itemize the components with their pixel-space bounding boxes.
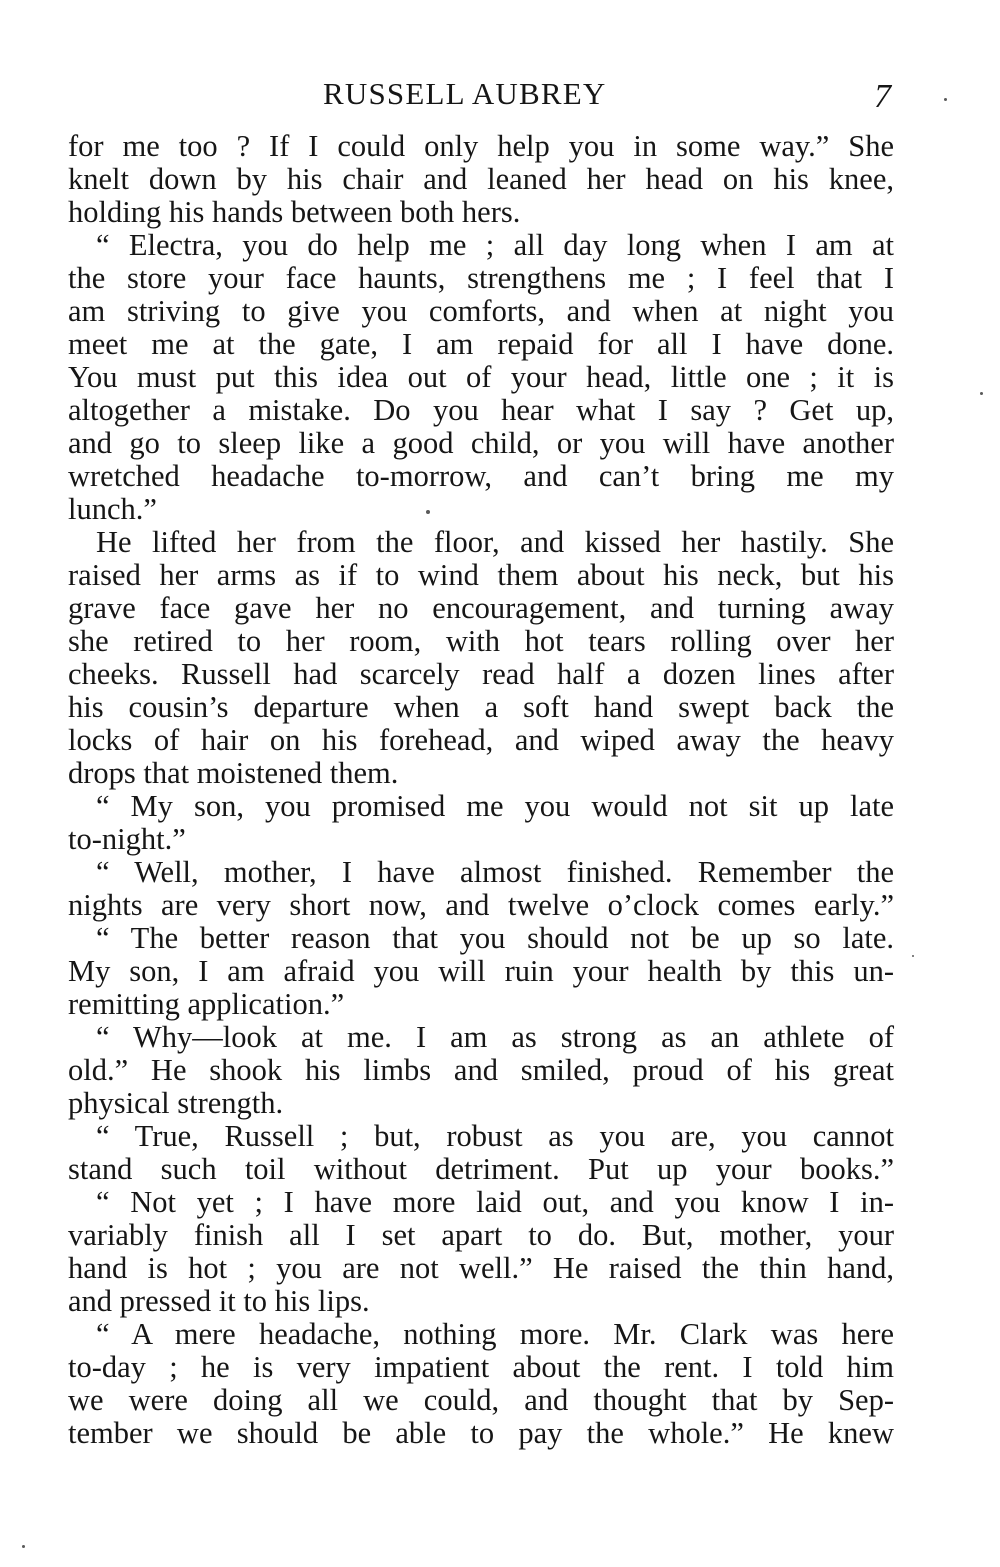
text-line: “ Why—look at me. I am as strong as an athlete of (96, 1020, 894, 1054)
text-line: for me too ? If I could only help you in some way.” She (68, 129, 894, 163)
body-text (68, 130, 894, 1450)
text-line: locks of hair on his forehead, and wiped away the heavy (68, 723, 894, 757)
text-line: nights are very short now, and twelve o’clock comes early.” (68, 888, 894, 922)
text-line: lunch.” (68, 492, 157, 526)
text-line: the store your face haunts, strengthens me ; I feel that I (68, 261, 894, 295)
text-line: “ Well, mother, I have almost finished. Remember the (96, 855, 894, 889)
text-line: holding his hands between both hers. (68, 195, 521, 229)
text-line: old.” He shook his limbs and smiled, proud of his great (68, 1053, 894, 1087)
running-title: RUSSELL AUBREY (323, 76, 607, 111)
print-speck (944, 98, 947, 101)
text-line: am striving to give you comforts, and when at night you (68, 294, 894, 328)
text-line: grave face gave her no encouragement, and turning away (68, 591, 894, 625)
text-line: hand is hot ; you are not well.” He raised the thin hand, (68, 1251, 894, 1285)
print-speck (980, 392, 983, 395)
text-line: and pressed it to his lips. (68, 1284, 370, 1318)
text-line: raised her arms as if to wind them about his neck, but his (68, 558, 894, 592)
print-speck (426, 510, 430, 514)
text-line: meet me at the gate, I am repaid for all I have done. (68, 327, 894, 361)
text-line: remitting application.” (68, 987, 345, 1021)
text-line: He lifted her from the floor, and kissed her hastily. She (96, 525, 894, 559)
running-head (0, 76, 1000, 120)
text-line: “ My son, you promised me you would not sit up late (96, 789, 894, 823)
text-line: to-night.” (68, 822, 186, 856)
text-line: drops that moistened them. (68, 756, 399, 790)
text-line: variably finish all I set apart to do. But, mother, your (68, 1218, 894, 1252)
text-line: “ Electra, you do help me ; all day long when I am at (96, 228, 894, 262)
text-line: altogether a mistake. Do you hear what I say ? Get up, (68, 393, 894, 427)
text-line: wretched headache to-morrow, and can’t bring me my (68, 459, 894, 493)
text-line: “ The better reason that you should not be up so late. (96, 921, 894, 955)
text-line: we were doing all we could, and thought that by Sep- (68, 1383, 894, 1417)
text-line: stand such toil without detriment. Put up your books.” (68, 1152, 894, 1186)
text-line: “ True, Russell ; but, robust as you are, you cannot (96, 1119, 894, 1153)
text-line: You must put this idea out of your head, little one ; it is (68, 360, 894, 394)
page-number: 7 (874, 78, 891, 115)
print-speck (912, 955, 914, 957)
text-line: and go to sleep like a good child, or you will have another (68, 426, 894, 460)
text-line: his cousin’s departure when a soft hand swept back the (68, 690, 894, 724)
text-line: “ A mere headache, nothing more. Mr. Clark was here (96, 1317, 894, 1351)
text-line: tember we should be able to pay the whole.” He knew (68, 1416, 894, 1450)
text-line: to-day ; he is very impatient about the rent. I told him (68, 1350, 894, 1384)
text-line: she retired to her room, with hot tears rolling over her (68, 624, 894, 658)
text-line: My son, I am afraid you will ruin your health by this un- (68, 954, 894, 988)
text-line: knelt down by his chair and leaned her head on his knee, (68, 162, 894, 196)
text-line: physical strength. (68, 1086, 284, 1120)
text-line: “ Not yet ; I have more laid out, and you know I in- (96, 1185, 894, 1219)
print-speck (22, 1545, 25, 1548)
text-line: cheeks. Russell had scarcely read half a dozen lines after (68, 657, 894, 691)
